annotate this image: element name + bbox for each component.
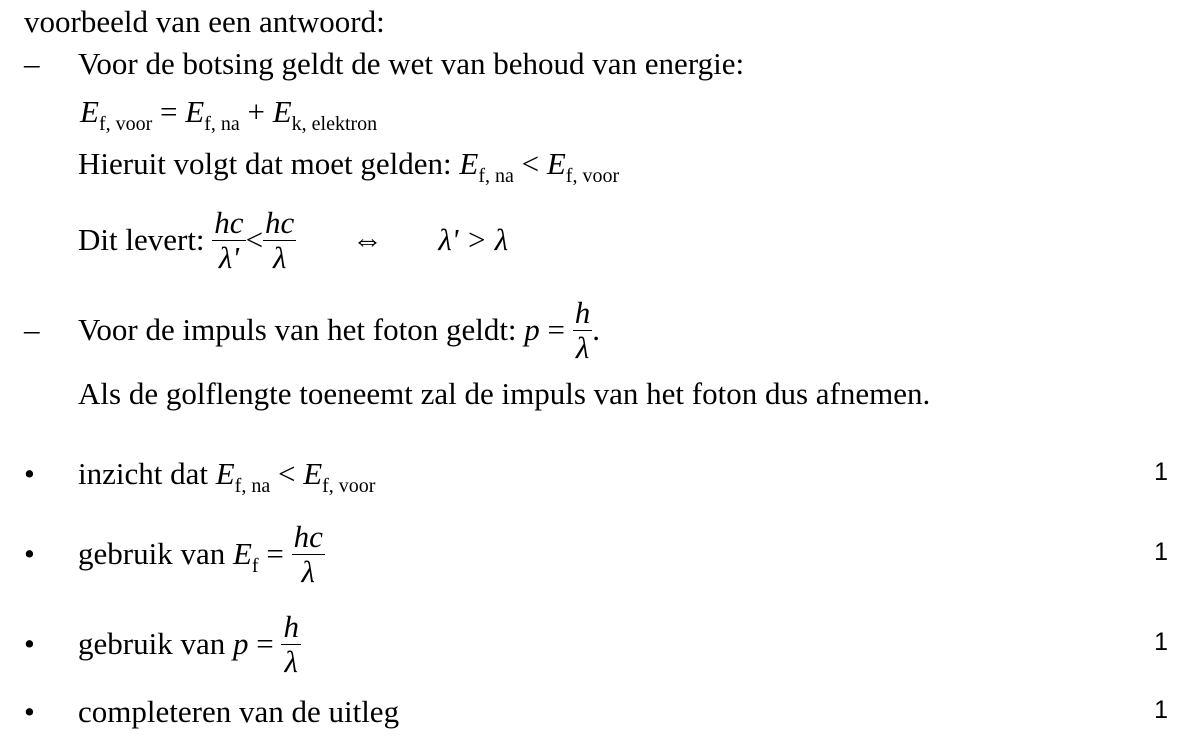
eq1-lhs-sub: f, voor <box>98 113 153 135</box>
criterion-lt: < <box>270 456 304 491</box>
eq1-rhs2-var: E <box>272 94 292 129</box>
gives-line <box>78 204 508 277</box>
criterion-text: gebruik van <box>78 536 233 571</box>
bullet-marker: • <box>24 626 35 661</box>
fraction-denominator: λ' <box>218 240 239 276</box>
lambda-inequality: λ' > λ <box>438 222 509 257</box>
criterion-var: E <box>232 536 252 571</box>
intro-text: voorbeeld van een antwoord: <box>24 4 385 39</box>
follows-text: Hieruit volgt dat moet gelden: <box>78 146 460 181</box>
criterion-3 <box>78 608 301 681</box>
follows-line <box>78 146 619 186</box>
ineq-lt: < <box>513 146 547 181</box>
ineq-sub2: f, voor <box>565 165 620 187</box>
momentum-line <box>78 294 600 367</box>
score-value: 1 <box>1154 696 1168 724</box>
conclusion-text: Als de golflengte toeneemt zal de impuls van het foton dus afnemen. <box>78 376 931 411</box>
dash-marker: – <box>24 312 40 347</box>
period: . <box>592 312 601 347</box>
fraction-numerator: hc <box>293 519 323 555</box>
fraction-numerator: h <box>283 609 299 645</box>
eq1-lhs-var: E <box>80 94 99 129</box>
eq1-rhs1-var: E <box>185 94 205 129</box>
criterion-var2: E <box>303 456 323 491</box>
ineq-var1: E <box>459 146 479 181</box>
fraction-denominator: λ <box>272 240 287 276</box>
criterion-4 <box>78 694 399 730</box>
gives-text: Dit levert: <box>78 222 213 257</box>
fraction-hc-lambda-prime <box>212 206 245 275</box>
criterion-sub: f <box>251 555 259 577</box>
equivalence-symbol: ⇔ <box>351 222 383 257</box>
score-value: 1 <box>1154 628 1168 656</box>
bullet-marker: • <box>24 456 35 491</box>
bullet-marker: • <box>24 536 35 571</box>
energy-intro-text: Voor de botsing geldt de wet van behoud van energie: <box>78 46 745 81</box>
criterion-1 <box>78 456 375 496</box>
fraction-h-lambda <box>573 296 593 365</box>
ineq-sub1: f, na <box>478 165 514 187</box>
eq1-rhs1-sub: f, na <box>204 113 240 135</box>
bullet-marker: • <box>24 694 35 729</box>
fraction-hc-lambda <box>292 520 325 589</box>
fraction-numerator: hc <box>214 205 244 241</box>
energy-equation <box>80 94 377 134</box>
criterion-var: p <box>232 626 249 661</box>
criterion-text: inzicht dat <box>78 456 216 491</box>
dash-marker: – <box>24 46 40 81</box>
criterion-sub1: f, na <box>234 475 271 497</box>
fraction-hc-lambda <box>263 206 296 275</box>
fraction-numerator: h <box>574 295 591 331</box>
score-value: 1 <box>1154 458 1168 486</box>
criterion-2 <box>78 518 325 594</box>
fraction-numerator: hc <box>265 205 295 241</box>
fraction-denominator: λ <box>575 330 590 366</box>
momentum-intro-text: Voor de impuls van het foton geldt: <box>78 312 525 347</box>
criterion-text: completeren van de uitleg <box>78 694 400 729</box>
fraction-denominator: λ <box>301 554 315 590</box>
score-value: 1 <box>1154 538 1168 566</box>
momentum-p-var: p <box>524 312 540 347</box>
criterion-text: gebruik van <box>78 626 233 661</box>
eq1-rhs2-sub: k, elektron <box>291 113 378 135</box>
criterion-sub2: f, voor <box>322 475 376 497</box>
criterion-equals: = <box>258 536 292 571</box>
fraction-h-lambda <box>281 610 301 679</box>
fraction-lt: < <box>245 222 264 257</box>
fraction-denominator: λ <box>284 644 298 680</box>
eq1-plus: + <box>239 94 273 129</box>
eq1-equals: = <box>152 94 186 129</box>
criterion-equals: = <box>248 626 282 661</box>
momentum-equals: = <box>539 312 573 347</box>
criterion-var1: E <box>215 456 235 491</box>
ineq-var2: E <box>546 146 566 181</box>
